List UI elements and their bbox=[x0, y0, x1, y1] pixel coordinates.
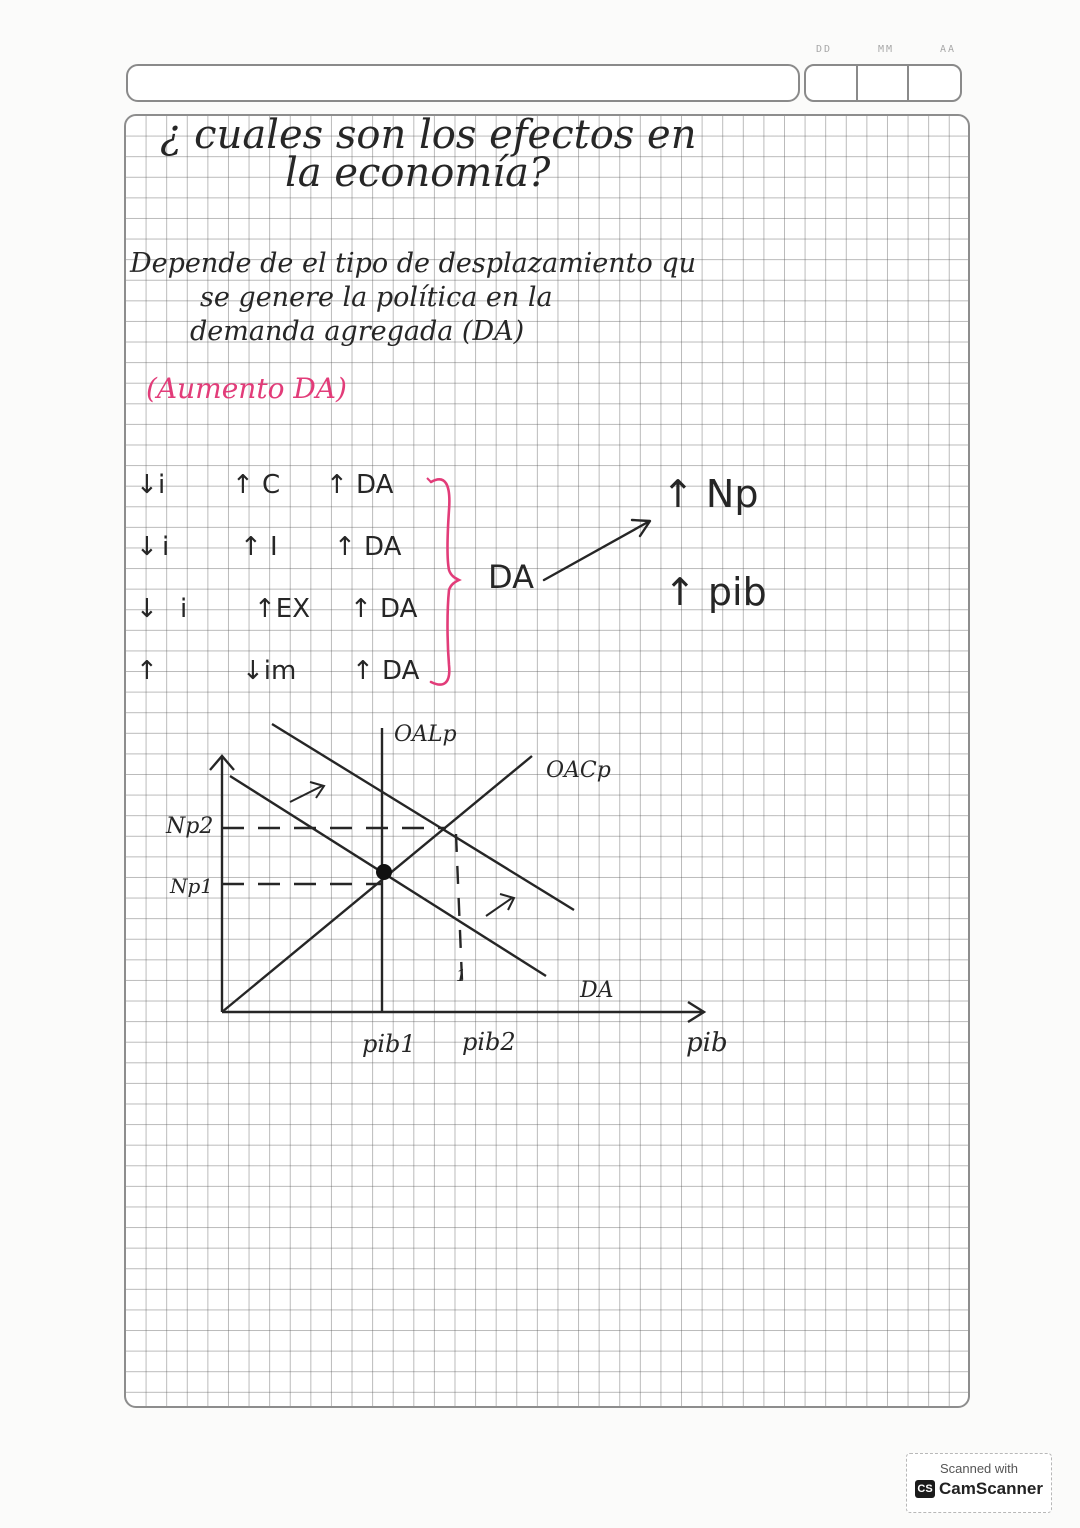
effect-variable: i bbox=[180, 594, 188, 624]
title-line-1: ¿ cuales son los efectos en bbox=[160, 112, 697, 158]
date-labels bbox=[816, 44, 956, 55]
date-box bbox=[804, 64, 962, 102]
date-label-day: DD bbox=[816, 44, 833, 55]
paragraph-line-2: se genere la política en la bbox=[200, 282, 553, 313]
effect-result: ↑ DA bbox=[334, 532, 402, 562]
outcome-source-da: DA bbox=[488, 558, 534, 596]
marker-label: 1 bbox=[456, 966, 467, 985]
effect-change: ↑ C bbox=[232, 470, 281, 500]
effect-change: ↓im bbox=[242, 656, 297, 686]
title-line-2: la economía? bbox=[285, 150, 551, 196]
shift-arrow-icon bbox=[290, 782, 324, 802]
effect-change: ↑EX bbox=[254, 594, 311, 624]
effect-arrow: ↓ bbox=[136, 532, 158, 562]
shift-arrow-icon bbox=[486, 894, 514, 916]
date-label-month: MM bbox=[877, 44, 895, 55]
effect-change: ↑ I bbox=[240, 532, 278, 562]
effect-row bbox=[136, 656, 436, 696]
x-axis-label: pib bbox=[686, 1028, 728, 1058]
effect-result: ↑ DA bbox=[350, 594, 418, 624]
camscanner-logo-icon: CS bbox=[915, 1480, 935, 1498]
date-label-year: AA bbox=[939, 44, 956, 55]
effect-arrow: ↓ bbox=[136, 594, 158, 624]
oacp-label: OACp bbox=[546, 758, 611, 783]
np1-label: Np1 bbox=[170, 874, 214, 898]
effect-arrow: ↑ bbox=[136, 656, 158, 686]
effect-row bbox=[136, 470, 436, 510]
np2-label: Np2 bbox=[166, 814, 214, 839]
da-label: DA bbox=[580, 978, 614, 1003]
aumento-da-label: (Aumento DA) bbox=[146, 372, 347, 405]
curly-brace-icon bbox=[425, 470, 465, 690]
effect-arrow: ↓ bbox=[136, 470, 158, 500]
effect-result: ↑ DA bbox=[326, 470, 394, 500]
effect-result: ↑ DA bbox=[352, 656, 420, 686]
scanner-line: Scanned with bbox=[939, 1461, 1019, 1476]
pib2-label: pib2 bbox=[462, 1028, 516, 1056]
oalp-label: OALp bbox=[394, 722, 457, 747]
scanner-brand: CamScanner bbox=[939, 1479, 1043, 1498]
effect-row bbox=[136, 594, 436, 634]
camscanner-badge bbox=[906, 1453, 1052, 1513]
supply-demand-graph bbox=[150, 720, 770, 1080]
equilibrium-point bbox=[376, 864, 392, 880]
outcome-np: ↑ Np bbox=[662, 472, 759, 516]
effect-variable: i bbox=[158, 470, 166, 500]
effect-variable: i bbox=[162, 532, 170, 562]
pib1-label: pib1 bbox=[362, 1030, 416, 1058]
arrow-right-up-icon bbox=[540, 512, 660, 592]
outcome-pib: ↑ pib bbox=[664, 570, 767, 614]
paragraph-line-3: demanda agregada (DA) bbox=[190, 316, 525, 347]
pib2-guide bbox=[456, 834, 462, 980]
header-title-box bbox=[126, 64, 800, 102]
paragraph-line-1: Depende de el tipo de desplazamiento qu bbox=[130, 248, 697, 279]
effect-row bbox=[136, 532, 436, 572]
da-curve-2 bbox=[272, 724, 574, 910]
